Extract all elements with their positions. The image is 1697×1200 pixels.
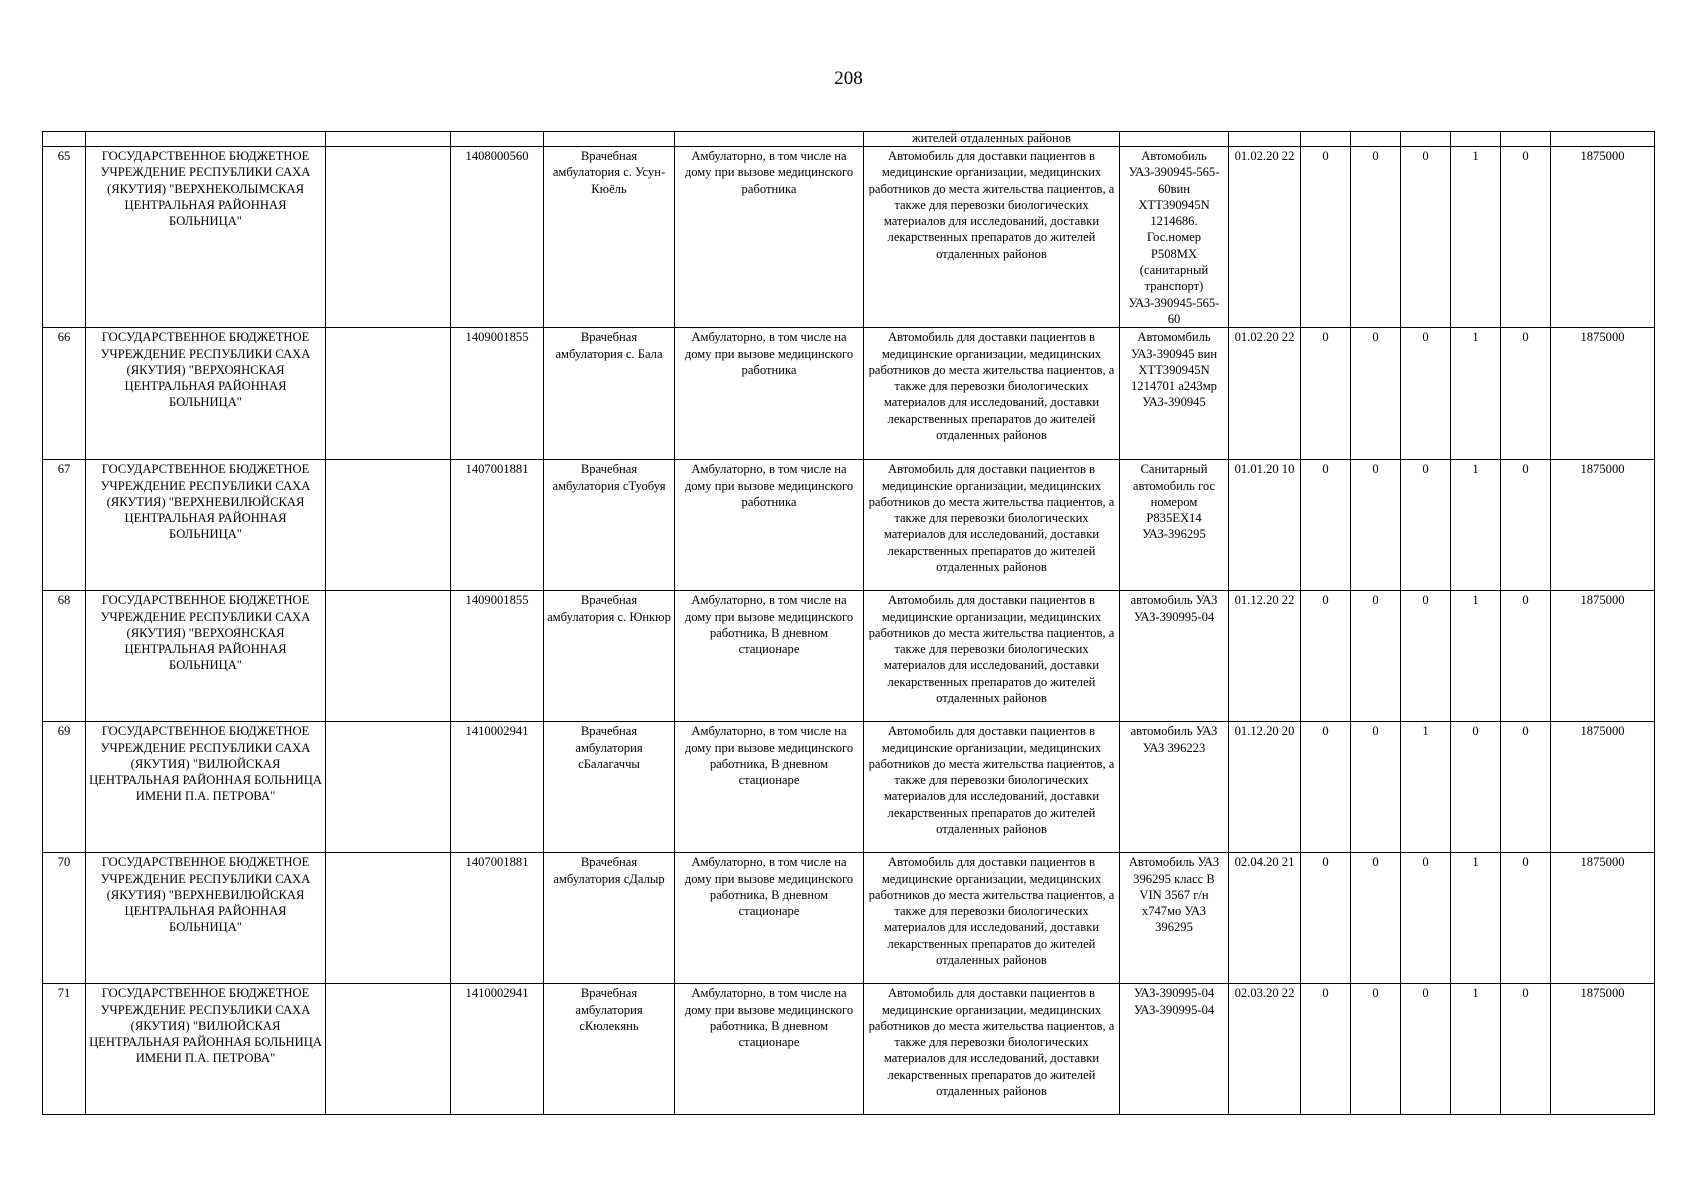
cell-v5: 0 — [1501, 460, 1551, 591]
cell-v3: 0 — [1401, 591, 1451, 722]
table-row — [43, 460, 1655, 591]
cell-vehicle: автомобиль УАЗ УАЗ 396223 — [1120, 722, 1229, 853]
cell-inn: 1409001855 — [451, 591, 544, 722]
cell-v1: 0 — [1301, 460, 1351, 591]
cell-care: Амбулаторно, в том числе на дому при вызове медицинского работника, В дневном стационаре — [675, 591, 864, 722]
cell-v2: 0 — [1351, 722, 1401, 853]
cell-amount: 1875000 — [1551, 853, 1655, 984]
cell-v3: 0 — [1401, 984, 1451, 1115]
cell-date: 01.12.20 20 — [1229, 722, 1301, 853]
cell-v3: 0 — [1401, 853, 1451, 984]
cell-amount: 1875000 — [1551, 722, 1655, 853]
cell-org — [86, 132, 326, 147]
cell-vehicle: Автомобиль УАЗ-390945-565-60вин ХТТ390945N 1214686. Гос.номер Р508МХ (санитарный транспорт) УАЗ-390945-565-60 — [1120, 147, 1229, 328]
cell-org: ГОСУДАРСТВЕННОЕ БЮДЖЕТНОЕ УЧРЕЖДЕНИЕ РЕСПУБЛИКИ САХА (ЯКУТИЯ) "ВЕРХНЕКОЛЫМСКАЯ ЦЕНТРАЛЬНАЯ РАЙОННАЯ БОЛЬНИЦА" — [86, 147, 326, 328]
cell-v2: 0 — [1351, 147, 1401, 328]
cell-blank — [326, 132, 451, 147]
cell-v4: 1 — [1451, 984, 1501, 1115]
cell-num: 65 — [43, 147, 86, 328]
cell-care: Амбулаторно, в том числе на дому при вызове медицинского работника, В дневном стационаре — [675, 853, 864, 984]
cell-v3: 0 — [1401, 328, 1451, 460]
cell-amount: 1875000 — [1551, 147, 1655, 328]
cell-purpose: Автомобиль для доставки пациентов в медицинские организации, медицинских работников до места жительства пациентов, а также для перевозки биологических материалов для исследований, доставки лекарственных препаратов до жителей отдаленных районов — [864, 722, 1120, 853]
cell-v1: 0 — [1301, 328, 1351, 460]
cell-v3: 0 — [1401, 460, 1451, 591]
cell-inn: 1408000560 — [451, 147, 544, 328]
cell-care — [675, 132, 864, 147]
cell-v4: 1 — [1451, 147, 1501, 328]
cell-blank — [326, 722, 451, 853]
cell-purpose: Автомобиль для доставки пациентов в медицинские организации, медицинских работников до места жительства пациентов, а также для перевозки биологических материалов для исследований, доставки лекарственных препаратов до жителей отдаленных районов — [864, 147, 1120, 328]
cell-v5: 0 — [1501, 722, 1551, 853]
cell-amount: 1875000 — [1551, 328, 1655, 460]
cell-v1: 0 — [1301, 984, 1351, 1115]
cell-date: 01.02.20 22 — [1229, 147, 1301, 328]
cell-unit: Врачебная амбулатория с. Усун-Кюёль — [544, 147, 675, 328]
cell-v5: 0 — [1501, 984, 1551, 1115]
cell-v2: 0 — [1351, 984, 1401, 1115]
cell-amount: 1875000 — [1551, 460, 1655, 591]
cell-care: Амбулаторно, в том числе на дому при вызове медицинского работника — [675, 147, 864, 328]
cell-v2 — [1351, 132, 1401, 147]
cell-vehicle — [1120, 132, 1229, 147]
cell-blank — [326, 328, 451, 460]
cell-vehicle: Автомобиль УАЗ 396295 класс В VIN 3567 г/н х747мо УАЗ 396295 — [1120, 853, 1229, 984]
cell-blank — [326, 460, 451, 591]
cell-num: 71 — [43, 984, 86, 1115]
cell-v5: 0 — [1501, 591, 1551, 722]
cell-unit: Врачебная амбулатория сКюлекянь — [544, 984, 675, 1115]
cell-inn: 1410002941 — [451, 722, 544, 853]
cell-care: Амбулаторно, в том числе на дому при вызове медицинского работника, В дневном стационаре — [675, 984, 864, 1115]
cell-inn: 1407001881 — [451, 460, 544, 591]
cell-v1: 0 — [1301, 853, 1351, 984]
cell-num: 70 — [43, 853, 86, 984]
cell-v4: 1 — [1451, 853, 1501, 984]
continuation-row — [43, 132, 1655, 147]
cell-date: 02.04.20 21 — [1229, 853, 1301, 984]
cell-date: 01.01.20 10 — [1229, 460, 1301, 591]
cell-unit: Врачебная амбулатория с. Юнкюр — [544, 591, 675, 722]
cell-inn: 1409001855 — [451, 328, 544, 460]
cell-v5 — [1501, 132, 1551, 147]
cell-blank — [326, 147, 451, 328]
cell-v2: 0 — [1351, 853, 1401, 984]
cell-num — [43, 132, 86, 147]
table-row — [43, 147, 1655, 328]
cell-unit: Врачебная амбулатория с. Бала — [544, 328, 675, 460]
cell-v4: 1 — [1451, 460, 1501, 591]
cell-vehicle: Автомомбиль УАЗ-390945 вин ХТТ390945N 1214701 а243мр УАЗ-390945 — [1120, 328, 1229, 460]
cell-v3: 1 — [1401, 722, 1451, 853]
cell-amount — [1551, 132, 1655, 147]
cell-org: ГОСУДАРСТВЕННОЕ БЮДЖЕТНОЕ УЧРЕЖДЕНИЕ РЕСПУБЛИКИ САХА (ЯКУТИЯ) "ВИЛЮЙСКАЯ ЦЕНТРАЛЬНАЯ РАЙОННАЯ БОЛЬНИЦА ИМЕНИ П.А. ПЕТРОВА" — [86, 722, 326, 853]
cell-num: 68 — [43, 591, 86, 722]
cell-inn — [451, 132, 544, 147]
cell-date: 01.12.20 22 — [1229, 591, 1301, 722]
cell-num: 67 — [43, 460, 86, 591]
cell-date: 01.02.20 22 — [1229, 328, 1301, 460]
cell-org: ГОСУДАРСТВЕННОЕ БЮДЖЕТНОЕ УЧРЕЖДЕНИЕ РЕСПУБЛИКИ САХА (ЯКУТИЯ) "ВЕРХНЕВИЛЮЙСКАЯ ЦЕНТРАЛЬНАЯ РАЙОННАЯ БОЛЬНИЦА" — [86, 853, 326, 984]
cell-care: Амбулаторно, в том числе на дому при вызове медицинского работника — [675, 460, 864, 591]
table-row — [43, 328, 1655, 460]
table-row — [43, 984, 1655, 1115]
cell-unit: Врачебная амбулатория сБалагаччы — [544, 722, 675, 853]
cell-purpose: жителей отдаленных районов — [864, 132, 1120, 147]
cell-date — [1229, 132, 1301, 147]
cell-purpose: Автомобиль для доставки пациентов в медицинские организации, медицинских работников до места жительства пациентов, а также для перевозки биологических материалов для исследований, доставки лекарственных препаратов до жителей отдаленных районов — [864, 591, 1120, 722]
cell-v1: 0 — [1301, 147, 1351, 328]
cell-care: Амбулаторно, в том числе на дому при вызове медицинского работника, В дневном стационаре — [675, 722, 864, 853]
cell-vehicle: Санитарный автомобиль гос номером Р835ЕХ14 УАЗ-396295 — [1120, 460, 1229, 591]
table-row — [43, 722, 1655, 853]
cell-purpose: Автомобиль для доставки пациентов в медицинские организации, медицинских работников до места жительства пациентов, а также для перевозки биологических материалов для исследований, доставки лекарственных препаратов до жителей отдаленных районов — [864, 853, 1120, 984]
cell-v4: 1 — [1451, 591, 1501, 722]
page-number: 208 — [834, 68, 863, 89]
cell-org: ГОСУДАРСТВЕННОЕ БЮДЖЕТНОЕ УЧРЕЖДЕНИЕ РЕСПУБЛИКИ САХА (ЯКУТИЯ) "ВЕРХОЯНСКАЯ ЦЕНТРАЛЬНАЯ РАЙОННАЯ БОЛЬНИЦА" — [86, 328, 326, 460]
cell-org: ГОСУДАРСТВЕННОЕ БЮДЖЕТНОЕ УЧРЕЖДЕНИЕ РЕСПУБЛИКИ САХА (ЯКУТИЯ) "ВЕРХНЕВИЛЮЙСКАЯ ЦЕНТРАЛЬНАЯ РАЙОННАЯ БОЛЬНИЦА" — [86, 460, 326, 591]
cell-org: ГОСУДАРСТВЕННОЕ БЮДЖЕТНОЕ УЧРЕЖДЕНИЕ РЕСПУБЛИКИ САХА (ЯКУТИЯ) "ВИЛЮЙСКАЯ ЦЕНТРАЛЬНАЯ РАЙОННАЯ БОЛЬНИЦА ИМЕНИ П.А. ПЕТРОВА" — [86, 984, 326, 1115]
cell-purpose: Автомобиль для доставки пациентов в медицинские организации, медицинских работников до места жительства пациентов, а также для перевозки биологических материалов для исследований, доставки лекарственных препаратов до жителей отдаленных районов — [864, 984, 1120, 1115]
cell-v1 — [1301, 132, 1351, 147]
vehicle-registry-table — [42, 131, 1655, 1115]
cell-v2: 0 — [1351, 328, 1401, 460]
cell-v3 — [1401, 132, 1451, 147]
cell-v1: 0 — [1301, 591, 1351, 722]
cell-v2: 0 — [1351, 460, 1401, 591]
table-row — [43, 853, 1655, 984]
cell-v5: 0 — [1501, 853, 1551, 984]
cell-blank — [326, 984, 451, 1115]
table-row — [43, 591, 1655, 722]
cell-v5: 0 — [1501, 147, 1551, 328]
cell-blank — [326, 591, 451, 722]
cell-v2: 0 — [1351, 591, 1401, 722]
cell-vehicle: УАЗ-390995-04 УАЗ-390995-04 — [1120, 984, 1229, 1115]
cell-v4 — [1451, 132, 1501, 147]
cell-unit: Врачебная амбулатория сТуобуя — [544, 460, 675, 591]
cell-inn: 1407001881 — [451, 853, 544, 984]
cell-v4: 1 — [1451, 328, 1501, 460]
cell-v1: 0 — [1301, 722, 1351, 853]
cell-blank — [326, 853, 451, 984]
cell-v4: 0 — [1451, 722, 1501, 853]
cell-v5: 0 — [1501, 328, 1551, 460]
cell-unit: Врачебная амбулатория сДалыр — [544, 853, 675, 984]
cell-amount: 1875000 — [1551, 591, 1655, 722]
cell-v3: 0 — [1401, 147, 1451, 328]
cell-num: 69 — [43, 722, 86, 853]
cell-purpose: Автомобиль для доставки пациентов в медицинские организации, медицинских работников до места жительства пациентов, а также для перевозки биологических материалов для исследований, доставки лекарственных препаратов до жителей отдаленных районов — [864, 328, 1120, 460]
cell-vehicle: автомобиль УАЗ УАЗ-390995-04 — [1120, 591, 1229, 722]
cell-care: Амбулаторно, в том числе на дому при вызове медицинского работника — [675, 328, 864, 460]
cell-amount: 1875000 — [1551, 984, 1655, 1115]
cell-org: ГОСУДАРСТВЕННОЕ БЮДЖЕТНОЕ УЧРЕЖДЕНИЕ РЕСПУБЛИКИ САХА (ЯКУТИЯ) "ВЕРХОЯНСКАЯ ЦЕНТРАЛЬНАЯ РАЙОННАЯ БОЛЬНИЦА" — [86, 591, 326, 722]
cell-date: 02.03.20 22 — [1229, 984, 1301, 1115]
cell-inn: 1410002941 — [451, 984, 544, 1115]
cell-num: 66 — [43, 328, 86, 460]
cell-unit — [544, 132, 675, 147]
cell-purpose: Автомобиль для доставки пациентов в медицинские организации, медицинских работников до места жительства пациентов, а также для перевозки биологических материалов для исследований, доставки лекарственных препаратов до жителей отдаленных районов — [864, 460, 1120, 591]
